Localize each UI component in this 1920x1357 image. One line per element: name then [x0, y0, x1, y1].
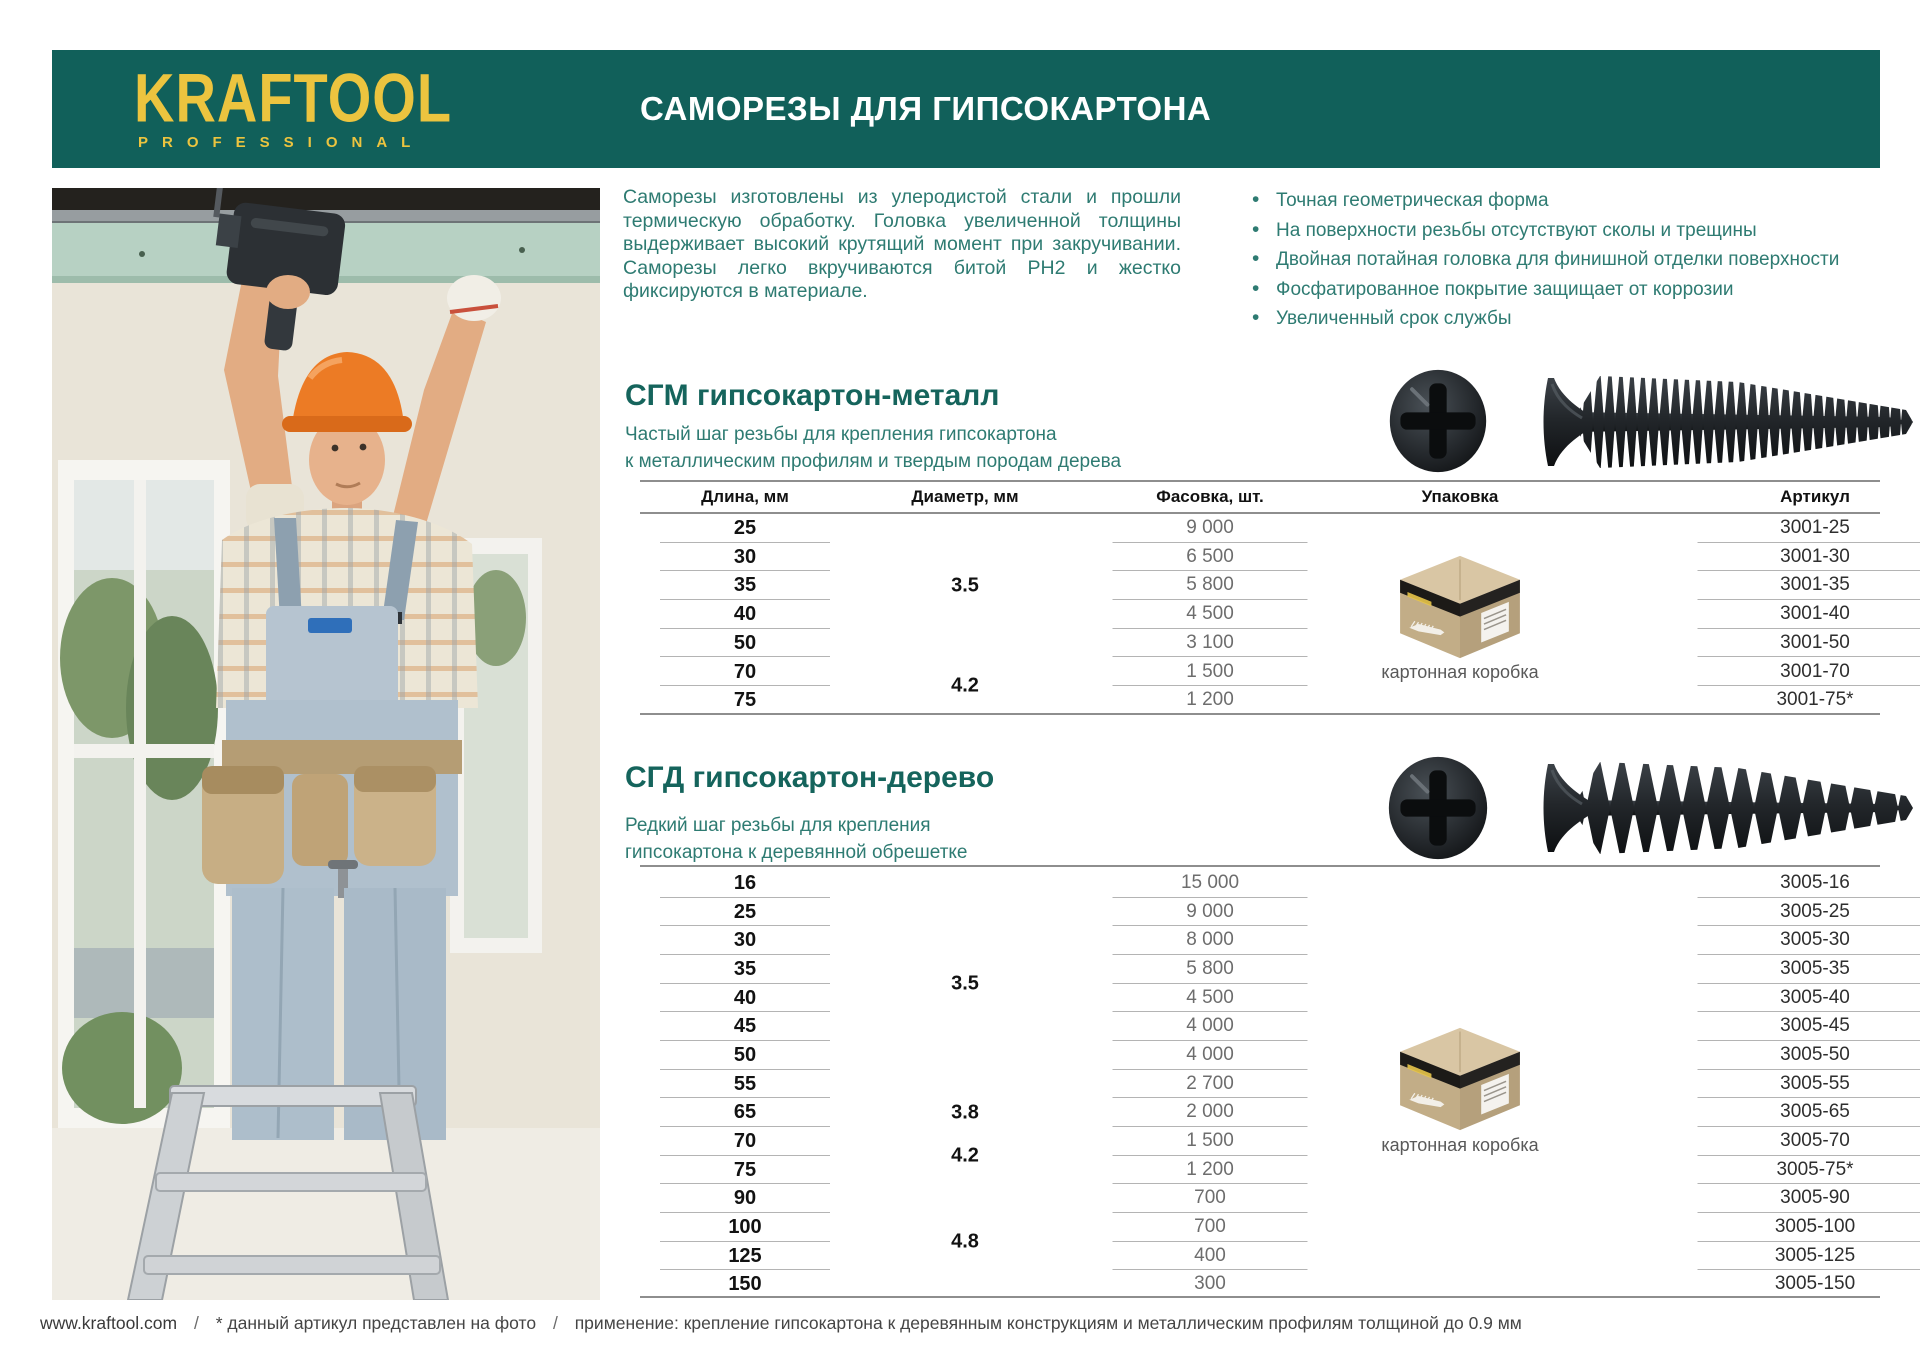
qty-cell: 4 500	[1113, 984, 1308, 1013]
length-cell: 45	[660, 1012, 830, 1041]
length-cell: 16	[660, 869, 830, 898]
product-table-sgd	[640, 865, 1880, 1298]
length-cell: 30	[660, 926, 830, 955]
article-cell: 3005-40	[1698, 984, 1920, 1013]
article-cell: 3005-50	[1698, 1041, 1920, 1070]
footer-site-link[interactable]: www.kraftool.com	[40, 1313, 178, 1333]
article-cell: 3005-65	[1698, 1098, 1920, 1127]
section-title-sgd: СГД гипсокартон-дерево	[625, 761, 995, 794]
table-column-header: Фасовка, шт.	[1156, 487, 1264, 506]
screw-side-image	[1538, 756, 1913, 860]
diameter-cell: 4.8	[951, 1230, 979, 1253]
qty-cell: 9 000	[1113, 898, 1308, 927]
article-cell: 3005-25	[1698, 898, 1920, 927]
qty-cell: 15 000	[1113, 869, 1308, 898]
qty-cell: 4 000	[1113, 1041, 1308, 1070]
packaging-box-image	[1385, 1026, 1535, 1132]
worker-photo	[52, 188, 600, 1300]
article-cell: 3001-35	[1698, 571, 1920, 600]
feature-item: • Увеличенный срок службы	[1250, 308, 1895, 329]
table-header-row	[640, 482, 1880, 514]
header-band	[52, 50, 1880, 168]
diameter-cell: 4.2	[951, 674, 979, 697]
qty-cell: 8 000	[1113, 926, 1308, 955]
qty-cell: 400	[1113, 1242, 1308, 1271]
diameter-cell: 4.2	[951, 1144, 979, 1167]
length-cell: 30	[660, 543, 830, 572]
packaging-box	[1385, 1026, 1535, 1132]
section-title-sgm: СГМ гипсокартон-металл	[625, 379, 1000, 412]
brand-logo-subtitle: PROFESSIONAL	[138, 134, 425, 151]
article-cell: 3001-25	[1698, 514, 1920, 543]
length-cell: 25	[660, 514, 830, 543]
article-cell: 3001-30	[1698, 543, 1920, 572]
product-table-sgm	[640, 480, 1880, 715]
footer-usage-note: применение: крепление гипсокартона к деревянным конструкциям и металлическим профилям толщиной до 0.9 мм	[574, 1313, 1522, 1333]
feature-item: • Точная геометрическая форма	[1250, 190, 1895, 211]
length-cell: 70	[660, 658, 830, 687]
length-cell: 75	[660, 1156, 830, 1185]
feature-item: • На поверхности резьбы отсутствуют сколы и трещины	[1250, 220, 1895, 241]
article-cell: 3005-90	[1698, 1184, 1920, 1213]
screw-side-image	[1538, 370, 1913, 474]
length-cell: 100	[660, 1213, 830, 1242]
article-cell: 3005-16	[1698, 869, 1920, 898]
article-cell: 3001-75*	[1776, 689, 1854, 711]
qty-cell: 6 500	[1113, 543, 1308, 572]
article-cell: 3005-75*	[1698, 1156, 1920, 1185]
length-cell: 50	[660, 629, 830, 658]
packaging-caption: картонная коробка	[1381, 1135, 1539, 1155]
qty-cell: 4 500	[1113, 600, 1308, 629]
length-cell: 125	[660, 1242, 830, 1271]
footer-separator: /	[194, 1313, 199, 1333]
table-column-header: Длина, мм	[701, 487, 789, 506]
article-cell: 3005-35	[1698, 955, 1920, 984]
article-cell: 3005-55	[1698, 1070, 1920, 1099]
article-cell: 3005-45	[1698, 1012, 1920, 1041]
length-cell: 40	[660, 600, 830, 629]
screw-head-image	[1385, 755, 1491, 861]
screw-head-image	[1385, 368, 1491, 474]
qty-cell: 2 000	[1113, 1098, 1308, 1127]
length-cell: 65	[660, 1098, 830, 1127]
qty-cell: 9 000	[1113, 514, 1308, 543]
article-cell: 3005-125	[1698, 1242, 1920, 1271]
packaging-box-image	[1385, 554, 1535, 660]
length-cell: 35	[660, 571, 830, 600]
diameter-cell: 3.5	[951, 574, 979, 597]
features-list	[1250, 190, 1895, 338]
table-column-header: Упаковка	[1421, 487, 1499, 506]
table-column-header: Диаметр, мм	[911, 487, 1019, 506]
length-cell: 75	[733, 689, 757, 712]
qty-cell: 700	[1113, 1213, 1308, 1242]
qty-cell: 4 000	[1113, 1012, 1308, 1041]
qty-cell: 5 800	[1113, 571, 1308, 600]
article-cell: 3001-40	[1698, 600, 1920, 629]
footer-photo-note: * данный артикул представлен на фото	[215, 1313, 537, 1333]
packaging-caption: картонная коробка	[1381, 662, 1539, 682]
qty-cell: 1 200	[1186, 689, 1234, 711]
qty-cell: 300	[1194, 1273, 1226, 1295]
qty-cell: 1 500	[1113, 658, 1308, 687]
section-subtitle-sgd	[625, 812, 968, 866]
packaging-box	[1385, 554, 1535, 660]
qty-cell: 1 500	[1113, 1127, 1308, 1156]
section-subtitle-line: Редкий шаг резьбы для крепления	[625, 815, 931, 836]
table-column-header: Артикул	[1780, 487, 1850, 506]
brand-logo: KRAFTOOL	[134, 59, 453, 137]
qty-cell: 2 700	[1113, 1070, 1308, 1099]
length-cell: 70	[660, 1127, 830, 1156]
section-subtitle-sgm	[625, 421, 1121, 475]
article-cell: 3005-150	[1774, 1273, 1856, 1295]
page-title: САМОРЕЗЫ ДЛЯ ГИПСОКАРТОНА	[640, 90, 1212, 127]
feature-item: • Двойная потайная головка для финишной отделки поверхности	[1250, 249, 1895, 270]
length-cell: 55	[660, 1070, 830, 1099]
qty-cell: 5 800	[1113, 955, 1308, 984]
diameter-cell: 3.8	[951, 1101, 979, 1124]
length-cell: 150	[728, 1273, 762, 1296]
intro-paragraph: Саморезы изготовлены из улеродистой стали и прошли термическую обработку. Головка увеличенной толщины выдерживает высокий крутящий момент при закручивании. Саморезы легко вкручиваются битой PH2 и жестко фиксируются в материале.	[623, 186, 1181, 302]
article-cell: 3005-100	[1698, 1213, 1920, 1242]
article-cell: 3005-30	[1698, 926, 1920, 955]
footer-separator: /	[552, 1313, 558, 1333]
feature-item: • Фосфатированное покрытие защищает от коррозии	[1250, 279, 1895, 300]
diameter-cell: 3.5	[951, 972, 979, 995]
section-subtitle-line: к металлическим профилям и твердым породам дерева	[625, 451, 1122, 472]
article-cell: 3001-70	[1698, 658, 1920, 687]
length-cell: 25	[660, 898, 830, 927]
qty-cell: 1 200	[1113, 1156, 1308, 1185]
article-cell: 3005-70	[1698, 1127, 1920, 1156]
worker-photo-illustration	[52, 188, 600, 1300]
section-subtitle-line: Частый шаг резьбы для крепления гипсокартона	[625, 424, 1057, 445]
length-cell: 90	[660, 1184, 830, 1213]
length-cell: 35	[660, 955, 830, 984]
qty-cell: 700	[1113, 1184, 1308, 1213]
footer	[40, 1313, 1522, 1334]
length-cell: 50	[660, 1041, 830, 1070]
section-subtitle-line: гипсокартона к деревянной обрешетке	[625, 842, 968, 863]
qty-cell: 3 100	[1113, 629, 1308, 658]
length-cell: 40	[660, 984, 830, 1013]
article-cell: 3001-50	[1698, 629, 1920, 658]
